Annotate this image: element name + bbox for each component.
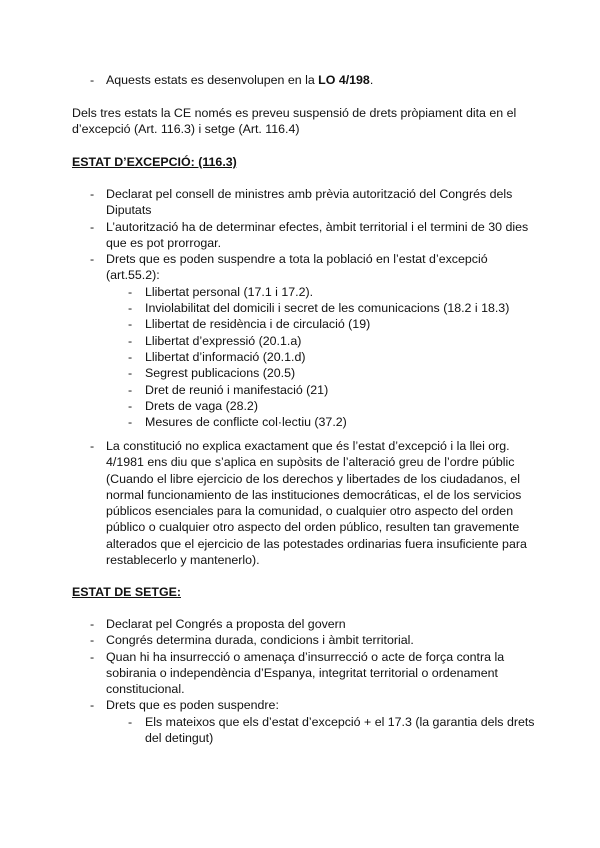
rights-list-item xyxy=(72,365,542,381)
list-item-text: Declarat pel consell de ministres amb prèvia autorització del Congrés dels Diputats xyxy=(106,187,513,218)
bullet-dash: - xyxy=(90,439,95,453)
list-item-text: Congrés determina durada, condicions i àmbit territorial. xyxy=(106,633,414,648)
bullet-dash: - xyxy=(128,333,133,348)
sub-list-item xyxy=(72,714,542,747)
list-item-text: Quan hi ha insurrecció o amenaça d’insurrecció o acte de força contra la sobirania o independència d’Espanya, integritat territorial o ordenament constitucional. xyxy=(106,649,505,697)
list-item xyxy=(72,616,542,632)
section-heading-estat-setge: ESTAT DE SETGE: xyxy=(72,585,181,599)
estat-excepcio-note xyxy=(72,438,542,568)
bullet-dash: - xyxy=(90,187,95,201)
intro-paragraph: Dels tres estats la CE només es preveu suspensió de drets pròpiament dita en el d’excepció (Art. 116.3) i setge (Art. 116.4) xyxy=(72,106,517,137)
bullet-dash: - xyxy=(90,73,95,87)
intro-item xyxy=(72,72,532,88)
list-item-text: La constitució no explica exactament que és l’estat d’excepció i la llei org. 4/1981 ens diu que s’aplica en supòsits de l’alteració greu de l’ordre públic (Cuando el libre ejercicio de los derechos y libertades de los ciudadanos, el normal funcionamiento de las instituciones democráticas, el de los servicios públicos esenciales para la comunidad, o cualquier otro aspecto del orden público o cualquier otro aspecto del orden público, resulten tan gravemente alterados que el ejercicio de las potestades ordinarias fuera insuficiente para restablecerlo y mantenerlo). xyxy=(106,439,527,568)
right-text: Dret de reunió i manifestació (21) xyxy=(145,382,329,397)
intro-item-end: . xyxy=(369,73,374,87)
bullet-dash: - xyxy=(90,633,95,648)
rights-list-item xyxy=(72,414,542,430)
list-item xyxy=(72,251,542,284)
bullet-dash: - xyxy=(128,415,133,430)
bullet-dash: - xyxy=(128,382,133,397)
right-text: Drets de vaga (28.2) xyxy=(145,398,258,413)
right-text: Mesures de conflicte col·lectiu (37.2) xyxy=(145,415,347,430)
bullet-dash: - xyxy=(128,284,133,299)
sub-list-item-text: Els mateixos que els d’estat d’excepció + el 17.3 (la garantia dels drets del detingut) xyxy=(145,714,535,746)
estat-excepcio-list xyxy=(72,186,542,430)
law-reference: LO 4/198 xyxy=(318,73,370,87)
list-item-text: Drets que es poden suspendre: xyxy=(106,698,279,713)
list-item xyxy=(72,186,542,219)
right-text: Llibertat de residència i de circulació (19) xyxy=(145,317,371,332)
bullet-dash: - xyxy=(128,317,133,332)
right-text: Segrest publicacions (20.5) xyxy=(145,366,296,381)
bullet-dash: - xyxy=(128,398,133,413)
list-item xyxy=(72,697,542,713)
right-text: Inviolabilitat del domicili i secret de les comunicacions (18.2 i 18.3) xyxy=(145,301,510,316)
rights-list-item xyxy=(72,300,542,316)
estat-setge-list xyxy=(72,616,542,746)
bullet-dash: - xyxy=(90,617,95,631)
list-item-text: L’autorització ha de determinar efectes, àmbit territorial i el termini de 30 dies que es pot prorrogar. xyxy=(106,219,529,250)
rights-list-item xyxy=(72,398,542,414)
bullet-dash: - xyxy=(128,366,133,381)
rights-list-item xyxy=(72,284,542,300)
bullet-dash: - xyxy=(128,301,133,316)
right-text: Llibertat d’expressió (20.1.a) xyxy=(145,333,302,348)
rights-list-item xyxy=(72,333,542,349)
bullet-dash: - xyxy=(90,219,95,234)
bullet-dash: - xyxy=(128,714,133,729)
list-item xyxy=(72,219,542,252)
bullet-dash: - xyxy=(90,698,95,713)
right-text: Llibertat d’informació (20.1.d) xyxy=(145,349,306,364)
list-item xyxy=(72,649,542,698)
section-heading-estat-excepcio: ESTAT D’EXCEPCIÓ: (116.3) xyxy=(72,155,237,169)
rights-list-item xyxy=(72,382,542,398)
list-item-text: Drets que es poden suspendre a tota la població en l’estat d’excepció (art.55.2): xyxy=(106,252,488,283)
intro-item-text: Aquests estats es desenvolupen en la xyxy=(106,73,319,87)
list-item xyxy=(72,632,542,648)
list-item-text: Declarat pel Congrés a proposta del govern xyxy=(106,617,346,631)
bullet-dash: - xyxy=(90,252,95,267)
right-text: Llibertat personal (17.1 i 17.2). xyxy=(145,284,314,299)
rights-list-item xyxy=(72,349,542,365)
bullet-dash: - xyxy=(128,349,133,364)
bullet-dash: - xyxy=(90,649,95,664)
rights-list-item xyxy=(72,316,542,332)
list-item xyxy=(72,438,542,568)
